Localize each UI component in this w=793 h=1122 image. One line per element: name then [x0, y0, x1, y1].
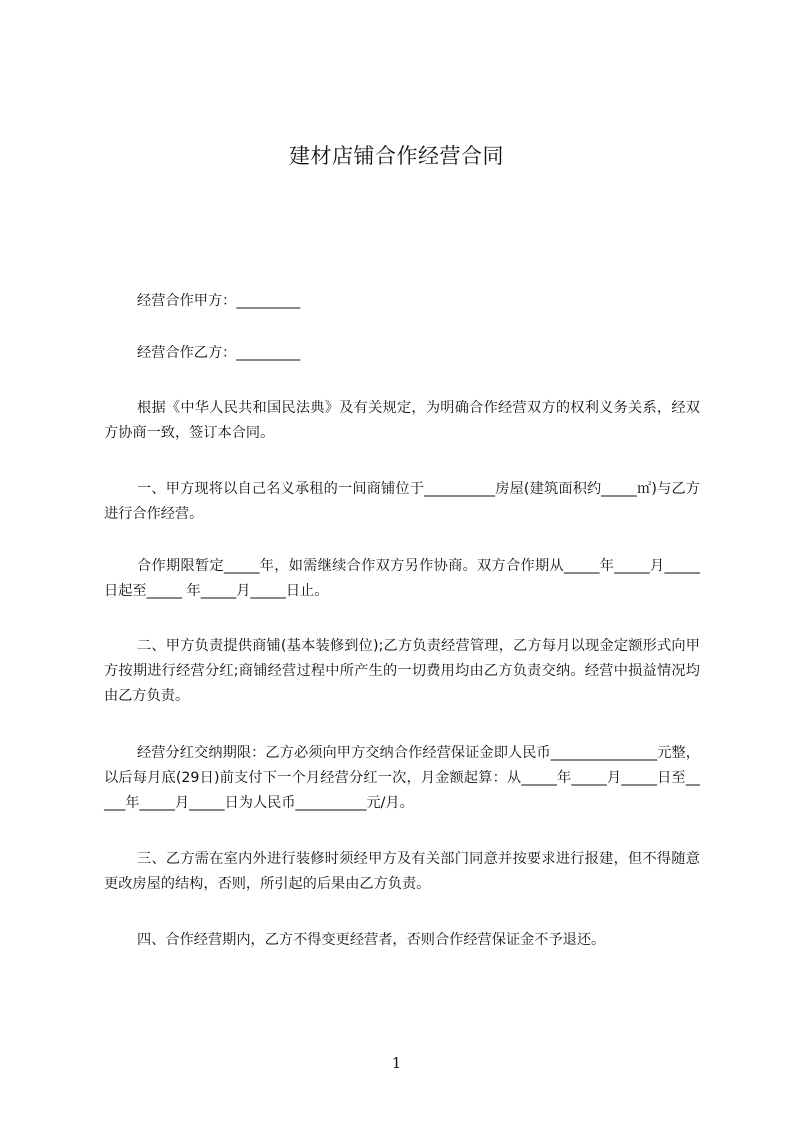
- clause-1-paragraph: 一、甲方现将以自己名义承租的一间商铺位于__________房屋(建筑面积约_____㎡)与乙方进行合作经营。: [104, 481, 700, 522]
- clause-2-payment-paragraph: 经营分红交纳期限：乙方必须向甲方交纳合作经营保证金即人民币_______________元整，以后每月底(29日)前支付下一个月经营分红一次，月金额起算：从_____年_____月_____日至_____年_____月_____日为人民币__________元/月。: [104, 745, 700, 811]
- clause-2-paragraph: 二、甲方负责提供商铺(基本装修到位);乙方负责经营管理，乙方每月以现金定额形式向甲方按期进行经营分红;商铺经营过程中所产生的一切费用均由乙方负责交纳。经营中损益情况均由乙方负责。: [104, 638, 700, 704]
- party-a-line: 经营合作甲方：_________: [137, 293, 301, 309]
- party-b-line: 经营合作乙方：_________: [137, 345, 301, 361]
- clause-1-term-paragraph: 合作期限暂定_____年，如需继续合作双方另作协商。双方合作期从_____年_____月_____日起至_____ 年_____月_____日止。: [104, 558, 700, 599]
- page-number: 1: [391, 1054, 402, 1072]
- clause-4-paragraph: 四、合作经营期内，乙方不得变更经营者，否则合作经营保证金不予退还。: [137, 932, 606, 948]
- clause-3-paragraph: 三、乙方需在室内外进行装修时须经甲方及有关部门同意并按要求进行报建，但不得随意更改房屋的结构，否则，所引起的后果由乙方负责。: [104, 851, 700, 892]
- preamble-paragraph: 根据《中华人民共和国民法典》及有关规定，为明确合作经营双方的权利义务关系，经双方协商一致，签订本合同。: [104, 400, 700, 441]
- document-title: 建材店铺合作经营合同: [289, 144, 504, 168]
